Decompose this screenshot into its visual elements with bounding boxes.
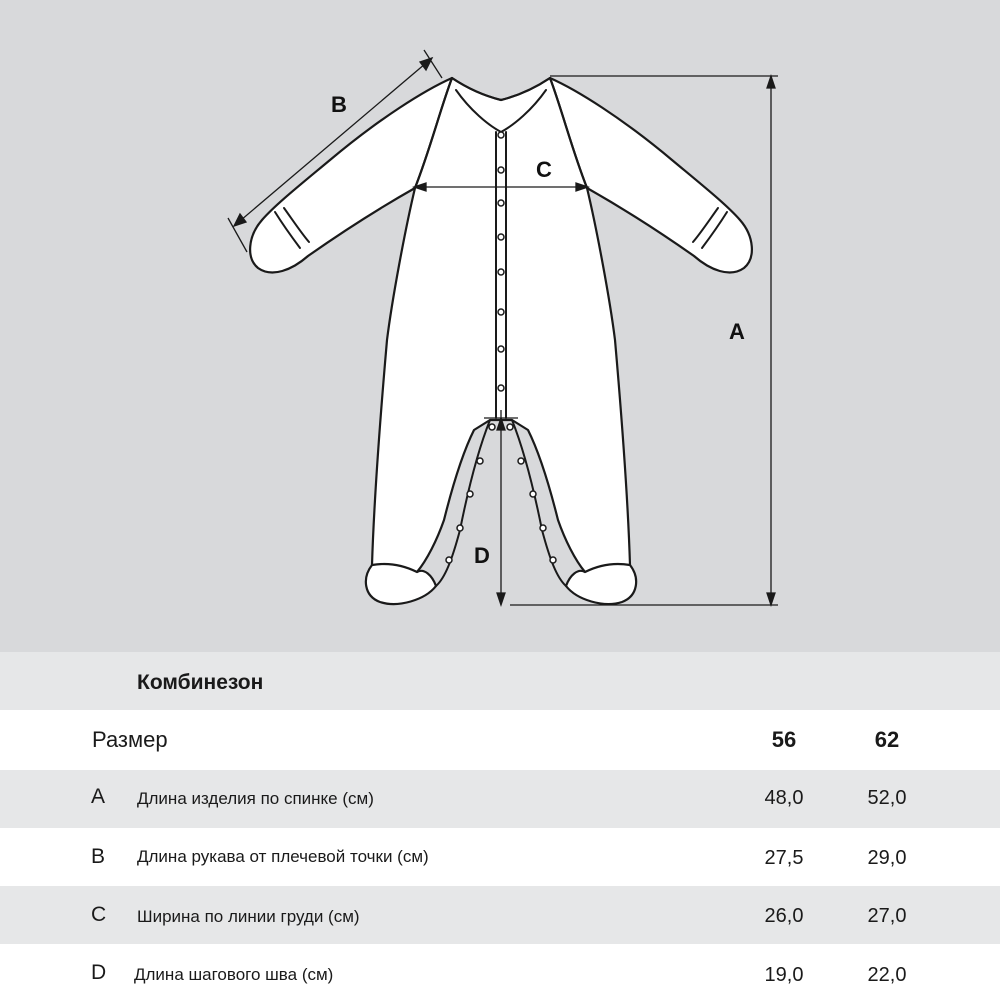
row-value-62: 27,0 xyxy=(867,905,907,927)
row-value-56: 48,0 xyxy=(764,787,804,809)
table-title-row xyxy=(0,652,1000,710)
row-value-56: 27,5 xyxy=(764,847,804,869)
left-foot xyxy=(366,564,436,604)
row-label: Длина шагового шва (см) xyxy=(134,965,334,984)
table-row xyxy=(0,886,1000,944)
table-title: Комбинезон xyxy=(137,671,264,694)
table-row xyxy=(0,770,1000,828)
table-row xyxy=(0,944,1000,1000)
row-letter: D xyxy=(91,961,107,984)
row-value-62: 29,0 xyxy=(867,847,907,869)
size-62-header: 62 xyxy=(874,727,900,752)
dimension-label-d: D xyxy=(474,543,490,568)
size-56-header: 56 xyxy=(771,727,797,752)
table-row xyxy=(0,828,1000,886)
dimension-label-b: B xyxy=(331,92,347,117)
row-value-56: 26,0 xyxy=(764,905,804,927)
row-letter: B xyxy=(91,845,106,868)
size-header: Размер xyxy=(92,727,168,752)
table-header-row xyxy=(0,710,1000,770)
dimension-label-a: A xyxy=(729,319,745,344)
row-value-62: 22,0 xyxy=(867,964,907,986)
row-label: Длина рукава от плечевой точки (см) xyxy=(137,847,429,866)
row-label: Длина изделия по спинке (см) xyxy=(137,789,374,808)
dimension-label-c: C xyxy=(536,157,552,182)
row-letter: A xyxy=(91,785,106,808)
row-letter: C xyxy=(91,903,107,926)
row-value-62: 52,0 xyxy=(867,787,907,809)
size-table xyxy=(0,652,1000,1000)
right-foot xyxy=(566,564,636,604)
row-value-56: 19,0 xyxy=(764,964,804,986)
row-label: Ширина по линии груди (см) xyxy=(137,907,360,926)
